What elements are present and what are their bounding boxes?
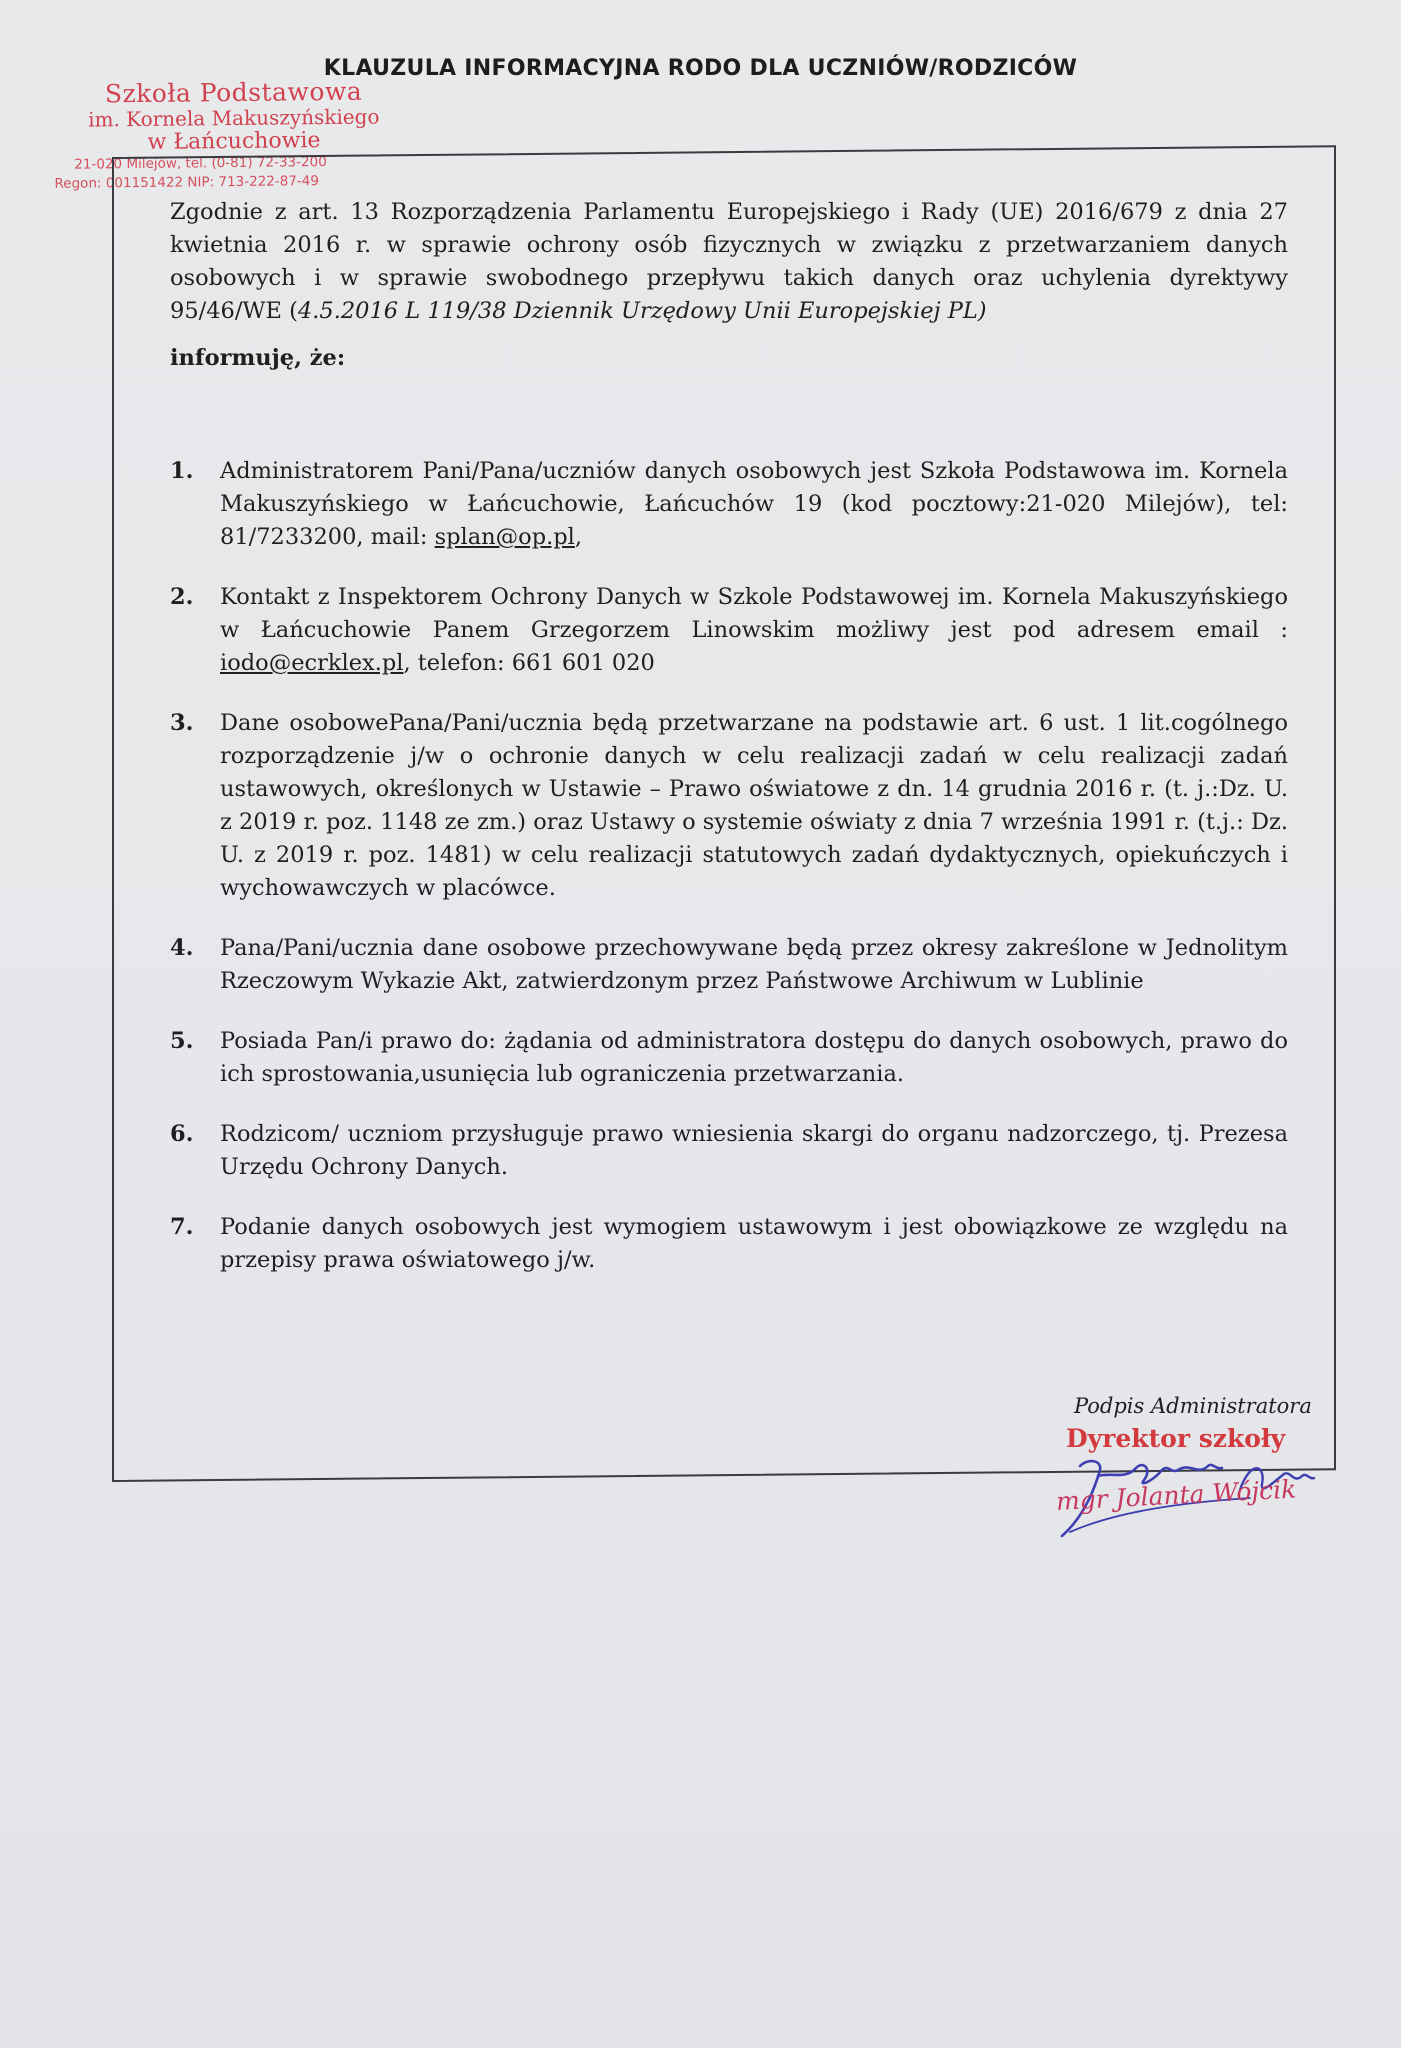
clause-text-after: , [574, 524, 583, 550]
email-link-iod[interactable]: iodo@ecrklex.pl [220, 650, 404, 676]
email-link-administrator[interactable]: splan@op.pl [434, 524, 575, 550]
clause-text: Dane osobowePana/Pani/ucznia będą przetwarzane na podstawie art. 6 ust. 1 lit.cogólnego rozporządzenie j/w o ochronie danych w celu realizacji zadań w celu realizacji zadań ustawowych, określonych w Ustawie – Prawo oświatowe z dn. 14 grudnia 2016 r. (t. j.:Dz. U. z 2019 r. poz. 1148 ze zm.) oraz Ustawy o systemie oświaty z dnia 7 września 1991 r. (t.j.: Dz. U. z 2019 r. poz. 1481) w celu realizacji statutowych zadań dydaktycznych, opiekuńczych i wychowawczych w placówce. [220, 710, 1288, 901]
clause-number: 2. [170, 584, 194, 610]
clause-item [170, 932, 1288, 998]
clause-text: Administratorem Pani/Pana/uczniów danych osobowych jest Szkoła Podstawowa im. Kornela Makuszyńskiego w Łańcuchowie, Łańcuchów 19 (kod pocztowy:21-020 Milejów), tel: 81/7233200, mail: [220, 458, 1288, 550]
clause-item [170, 581, 1288, 680]
signature-name-stamp: mgr Jolanta Wójcik [1055, 1474, 1297, 1516]
clause-number: 3. [170, 710, 194, 736]
clause-text-after: , telefon: 661 601 020 [403, 650, 655, 676]
document-title: KLAUZULA INFORMACYJNA RODO DLA UCZNIÓW/RODZICÓW [323, 56, 1078, 81]
stamp-line-school: Szkoła Podstawowa [104, 76, 363, 109]
clause-number: 7. [170, 1214, 194, 1240]
clause-text: Rodzicom/ uczniom przysługuje prawo wniesienia skargi do organu nadzorczego, tj. Prezesa Urzędu Ochrony Danych. [220, 1121, 1288, 1180]
clause-number: 5. [170, 1028, 194, 1054]
document-body [170, 196, 1288, 1304]
signature-title-stamp: Dyrektor szkoły [1066, 1424, 1286, 1453]
clause-item [170, 707, 1288, 905]
clause-item [170, 1025, 1288, 1091]
clause-text: Podanie danych osobowych jest wymogiem ustawowym i jest obowiązkowe ze względu na przepisy prawa oświatowego j/w. [220, 1214, 1288, 1273]
clause-item [170, 1211, 1288, 1277]
intro-citation: 4.5.2016 L 119/38 Dziennik Urzędowy Unii Europejskiej PL) [297, 298, 987, 324]
clause-number: 6. [170, 1121, 194, 1147]
intro-paragraph [170, 196, 1288, 328]
stamp-line-patron: im. Kornela Makuszyńskiego [88, 104, 380, 132]
signature-label: Podpis Administratora [1074, 1394, 1312, 1418]
stamp-line-ids: Regon: 001151422 NIP: 713-222-87-49 [54, 173, 320, 192]
clause-text: Pana/Pani/ucznia dane osobowe przechowywane będą przez okresy zakreślone w Jednolitym Rzeczowym Wykazie Akt, zatwierdzonym przez Państwowe Archiwum w Lublinie [220, 935, 1288, 994]
clause-text: Kontakt z Inspektorem Ochrony Danych w Szkole Podstawowej im. Kornela Makuszyńskiego w Łańcuchowie Panem Grzegorzem Linowskim możliwy jest pod adresem email : [220, 584, 1288, 643]
clause-item [170, 455, 1288, 554]
clause-text: Posiada Pan/i prawo do: żądania od administratora dostępu do danych osobowych, prawo do ich sprostowania,usunięcia lub ograniczenia przetwarzania. [220, 1028, 1288, 1087]
stamp-line-town: w Łańcuchowie [147, 128, 321, 155]
clause-number: 1. [170, 458, 194, 484]
stamp-line-address: 21-020 Milejów, tel. (0-81) 72-33-200 [74, 154, 327, 173]
clause-item [170, 1118, 1288, 1184]
informuje-heading: informuję, że: [170, 345, 346, 371]
clause-number: 4. [170, 935, 194, 961]
clauses-list [170, 455, 1288, 1277]
intro-text: Zgodnie z art. 13 Rozporządzenia Parlamentu Europejskiego i Rady (UE) 2016/679 z dnia 27 kwietnia 2016 r. w sprawie ochrony osób fizycznych w związku z przetwarzaniem danych osobowych i w sprawie swobodnego przepływu takich danych oraz uchylenia dyrektywy 95/46/WE ( [170, 199, 1288, 324]
